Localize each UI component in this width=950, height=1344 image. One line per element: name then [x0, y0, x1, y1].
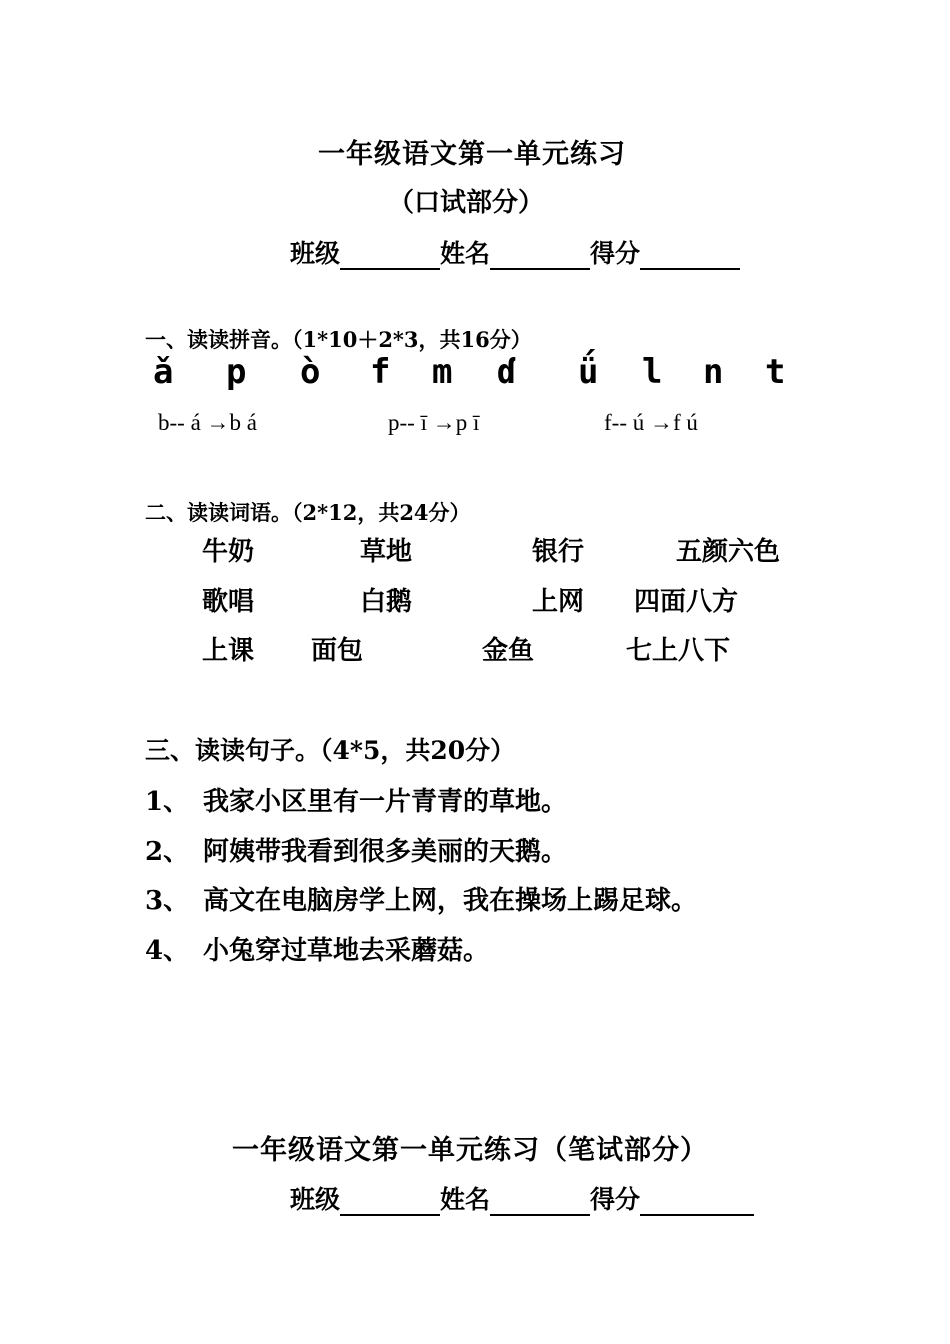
sentence-text: 我家小区里有一片青青的草地。: [203, 787, 568, 817]
sentence-text: 高文在电脑房学上网，我在操场上踢足球。: [203, 886, 698, 916]
word-item: 七上八下: [626, 636, 731, 666]
word-item: 上网: [532, 587, 585, 617]
name-blank[interactable]: [490, 1188, 590, 1216]
word-item: 面包: [311, 636, 364, 666]
name-label: 姓名: [440, 239, 491, 268]
sentence-text: 阿姨带我看到很多美丽的天鹅。: [203, 837, 568, 867]
oral-subtitle: （口试部分）: [388, 188, 545, 218]
pinyin-letter: ɗ: [497, 352, 518, 392]
pinyin-letter: ò: [300, 352, 321, 392]
class-label: 班级: [290, 1185, 341, 1214]
word-item: 上课: [202, 636, 255, 666]
pinyin-combo: p-- ī →p ī: [388, 410, 480, 435]
sentence-text: 小兔穿过草地去采蘑菇。: [203, 936, 490, 966]
word-item: 歌唱: [202, 587, 255, 617]
score-blank[interactable]: [640, 242, 740, 270]
sentence-number: 2、: [145, 837, 190, 867]
oral-title: 一年级语文第一单元练习: [318, 139, 626, 170]
pinyin-letters: [0, 352, 950, 402]
pinyin-letter: m: [432, 352, 453, 392]
section3-heading: 三、读读句子。（4*5，共20分）: [145, 736, 516, 765]
sentence-number: 1、: [145, 787, 190, 817]
written-info-line: [290, 1180, 754, 1216]
score-label: 得分: [590, 239, 641, 268]
sentence-row: [145, 831, 845, 865]
score-blank[interactable]: [640, 1188, 754, 1216]
section2-heading: 二、读读词语。（2*12，共24分）: [145, 500, 471, 525]
word-item: 银行: [532, 537, 585, 567]
pinyin-combo: f-- ú →f ú: [604, 410, 698, 435]
oral-info-line: [290, 234, 740, 270]
sentence-row: [145, 930, 845, 964]
section1-heading: 一、读读拼音。（1*10＋2*3，共16分）: [145, 327, 532, 352]
word-item: 牛奶: [202, 537, 255, 567]
word-item: 金鱼: [482, 636, 535, 666]
pinyin-letter: ǎ: [153, 352, 174, 392]
pinyin-letter: l: [642, 352, 663, 392]
pinyin-letter: n: [703, 352, 724, 392]
sentence-row: [145, 781, 845, 815]
word-item: 四面八方: [634, 587, 739, 617]
word-item: 白鹅: [360, 587, 413, 617]
pinyin-letter: ǘ: [578, 352, 599, 392]
score-label: 得分: [590, 1185, 641, 1214]
class-blank[interactable]: [340, 1188, 440, 1216]
name-blank[interactable]: [490, 242, 590, 270]
word-item: 五颜六色: [676, 537, 781, 567]
word-item: 草地: [360, 537, 413, 567]
class-blank[interactable]: [340, 242, 440, 270]
class-label: 班级: [290, 239, 341, 268]
sentence-number: 3、: [145, 886, 190, 916]
name-label: 姓名: [440, 1185, 491, 1214]
pinyin-letter: f: [370, 352, 391, 392]
written-title: 一年级语文第一单元练习（笔试部分）: [232, 1135, 708, 1166]
pinyin-letter: t: [765, 352, 786, 392]
sentence-row: [145, 880, 845, 914]
pinyin-combo: b-- á →b á: [158, 410, 257, 435]
sentence-number: 4、: [145, 936, 190, 966]
pinyin-letter: p: [226, 352, 247, 392]
